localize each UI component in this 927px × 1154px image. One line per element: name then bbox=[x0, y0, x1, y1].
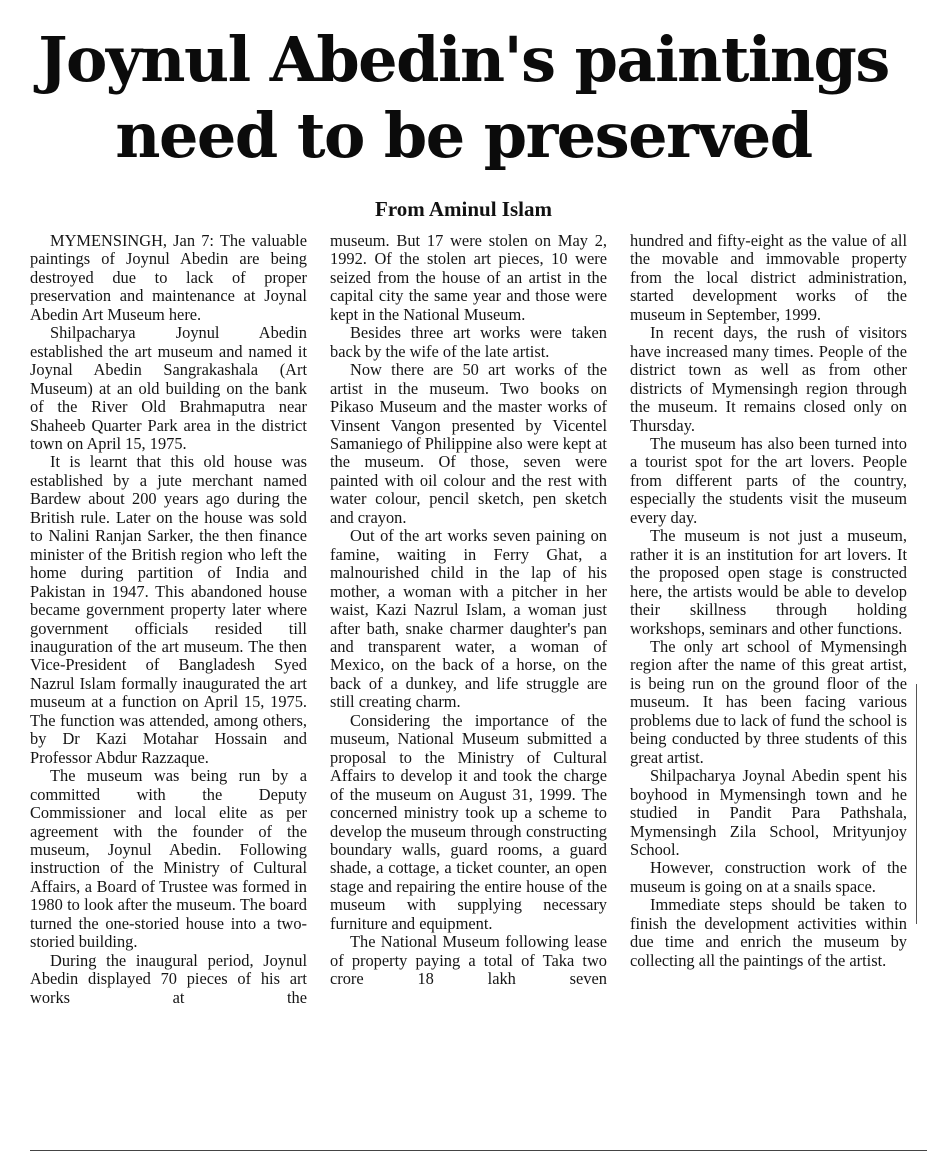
paragraph: Immediate steps should be taken to finish the development activities within due time and enrich the museum by collecting all the paintings of the artist. bbox=[630, 895, 907, 970]
paragraph: The museum is not just a museum, rather it is an institution for art lovers. It the proposed open stage is constructed here, the artists would be able to develop their skillness through holding workshops, seminars and other functions. bbox=[630, 526, 907, 638]
headline-line-2: need to be preserved bbox=[115, 99, 812, 172]
paragraph: The museum has also been turned into a tourist spot for the art lovers. People from different parts of the country, especially the students visit the museum every day. bbox=[630, 433, 907, 527]
headline bbox=[0, 22, 927, 174]
paragraph: museum. But 17 were stolen on May 2, 1992. Of the stolen art pieces, 10 were seized from the house of an artist in the capital city the same year and those were kept in the National Museum. bbox=[330, 231, 607, 324]
headline-line-1: Joynul Abedin's paintings bbox=[38, 23, 889, 96]
paragraph: MYMENSINGH, Jan 7: The valuable paintings of Joynul Abedin are being destroyed due to lack of proper preservation and maintenance at Joynal Abedin Art Museum here. bbox=[30, 231, 307, 324]
paragraph: The National Museum following lease of property paying a total of Taka two crore 18 lakh seven bbox=[330, 932, 607, 989]
byline: From Aminul Islam bbox=[375, 197, 552, 221]
paragraph: Shilpacharya Joynul Abedin established the art museum and named it Joynal Abedin Sangrakashala (Art Museum) at an old building on the bank of the River Old Brahmaputra near Shaheeb Quarter Park area in the district town on April 15, 1975. bbox=[30, 323, 307, 453]
paragraph: Besides three art works were taken back by the wife of the late artist. bbox=[330, 323, 607, 361]
paragraph: Out of the art works seven paining on famine, waiting in Ferry Ghat, a malnourished child in the lap of his mother, a woman with a pitcher in her waist, Kazi Nazrul Islam, a woman just after bath, snake charmer daughter's pan and transparent water, a woman of Mexico, on the back of a horse, on the back of a dunkey, and life struggle are still creating charm. bbox=[330, 526, 607, 712]
paragraph: During the inaugural period, Joynul Abedin displayed 70 pieces of his art works at the bbox=[30, 950, 307, 1007]
paragraph: It is learnt that this old house was established by a jute merchant named Bardew about 200 years ago during the British rule. Later on the house was sold to Nalini Ranjan Sarker, the then finance minister of the British region who left the home during partition of India and Pakistan in 1947. This abandoned house became government property later where government officials resided till inauguration of the art museum. The then Vice-President of Bangladesh Syed Nazrul Islam formally inaugurated the art museum at a function on April 15, 1975. The function was attended, among others, by Dr Kazi Motahar Hossain and Professor Abdur Razzaque. bbox=[30, 452, 307, 767]
paragraph: The only art school of Mymensingh region after the name of this great artist, is being run on the ground floor of the museum. It has been facing various problems due to lack of fund the school is being conducted by three students of this great artist. bbox=[630, 636, 907, 767]
column-edge-rule bbox=[916, 684, 917, 924]
article-column-1 bbox=[30, 232, 307, 1007]
paragraph: The museum was being run by a committed with the Deputy Commissioner and local elite as per agreement with the founder of the museum, Joynul Abedin. Following instruction of the Ministry of Cultural Affairs, a Board of Trustee was formed in 1980 to look after the museum. The board turned the one-storied house into a two-storied building. bbox=[30, 766, 307, 952]
paragraph: Shilpacharya Joynal Abedin spent his boyhood in Mymensingh town and he studied in Pandit Para Pathshala, Mymensingh Zila School, Mrityunjoy School. bbox=[630, 766, 907, 859]
paragraph: Now there are 50 art works of the artist in the museum. Two books on Pikaso Museum and the master works of Vinsent Vangon presented by Vicentel Samaniego of Philippine also were kept at the museum. Of those, seven were painted with oil colour and the rest with water colour, pencil sketch, pen sketch and crayon. bbox=[330, 360, 607, 527]
paragraph: Considering the importance of the museum, National Museum submitted a proposal to the Ministry of Cultural Affairs to develop it and took the charge of the museum on August 31, 1999. The concerned ministry took up a scheme to develop the museum through constructing boundary walls, guard rooms, a guard shade, a cottage, a ticket counter, an open stage and repairing the entire house of the museum with supplying necessary furniture and equipment. bbox=[330, 710, 607, 933]
bottom-rule bbox=[30, 1150, 927, 1151]
paragraph: However, construction work of the museum is going on at a snails space. bbox=[630, 858, 907, 896]
article-column-3 bbox=[630, 232, 907, 970]
article-column-2 bbox=[330, 232, 607, 989]
paragraph: hundred and fifty-eight as the value of all the movable and immovable property from the local district administration, started development works of the museum in September, 1999. bbox=[630, 231, 907, 324]
paragraph: In recent days, the rush of visitors have increased many times. People of the district town as well as from other districts of Mymensingh region through the museum. It remains closed only on Thursday. bbox=[630, 323, 907, 435]
